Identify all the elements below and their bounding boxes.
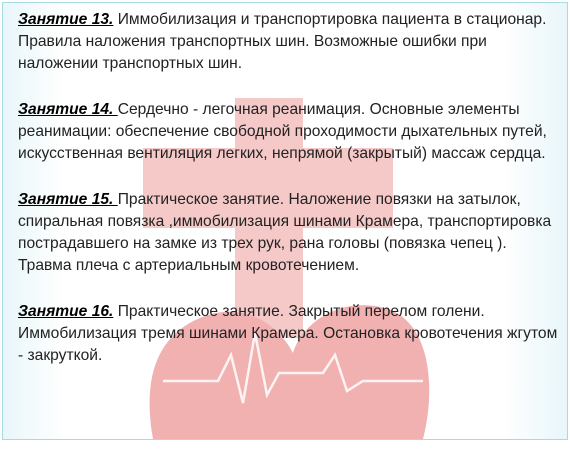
lesson-title: Занятие 16.: [18, 303, 114, 320]
lesson-description: Практическое занятие. Наложение повязки на затылок, спиральная повязка ,иммобилизация шинами Крамера, транспортировка пострадавшего на замке из трех рук, рана головы (повязка чепец ). Травма плеча с артериальным кровотечением.: [18, 191, 552, 274]
lesson-description: Практическое занятие. Закрытый перелом голени. Иммобилизация тремя шинами Крамера. Остановка кровотечения жгутом - закруткой.: [18, 303, 558, 364]
lesson-title: Занятие 15.: [18, 191, 118, 208]
lesson-item: [18, 9, 558, 75]
lesson-item: [18, 99, 558, 165]
lesson-description: Иммобилизация и транспортировка пациента в стационар. Правила наложения транспортных шин. Возможные ошибки при наложении транспортных шин.: [18, 11, 547, 72]
slide-frame: [2, 2, 568, 440]
lesson-item: [18, 189, 558, 277]
lesson-title: Занятие 14.: [18, 101, 118, 118]
lesson-title: Занятие 13.: [18, 11, 114, 28]
lesson-description: Сердечно - легочная реанимация. Основные элементы реанимации: обеспечение свободной проходимости дыхательных путей, искусственная вентиляция легких, непрямой (закрытый) массаж сердца.: [18, 101, 547, 162]
lesson-list: [18, 9, 558, 391]
lesson-item: [18, 301, 558, 367]
